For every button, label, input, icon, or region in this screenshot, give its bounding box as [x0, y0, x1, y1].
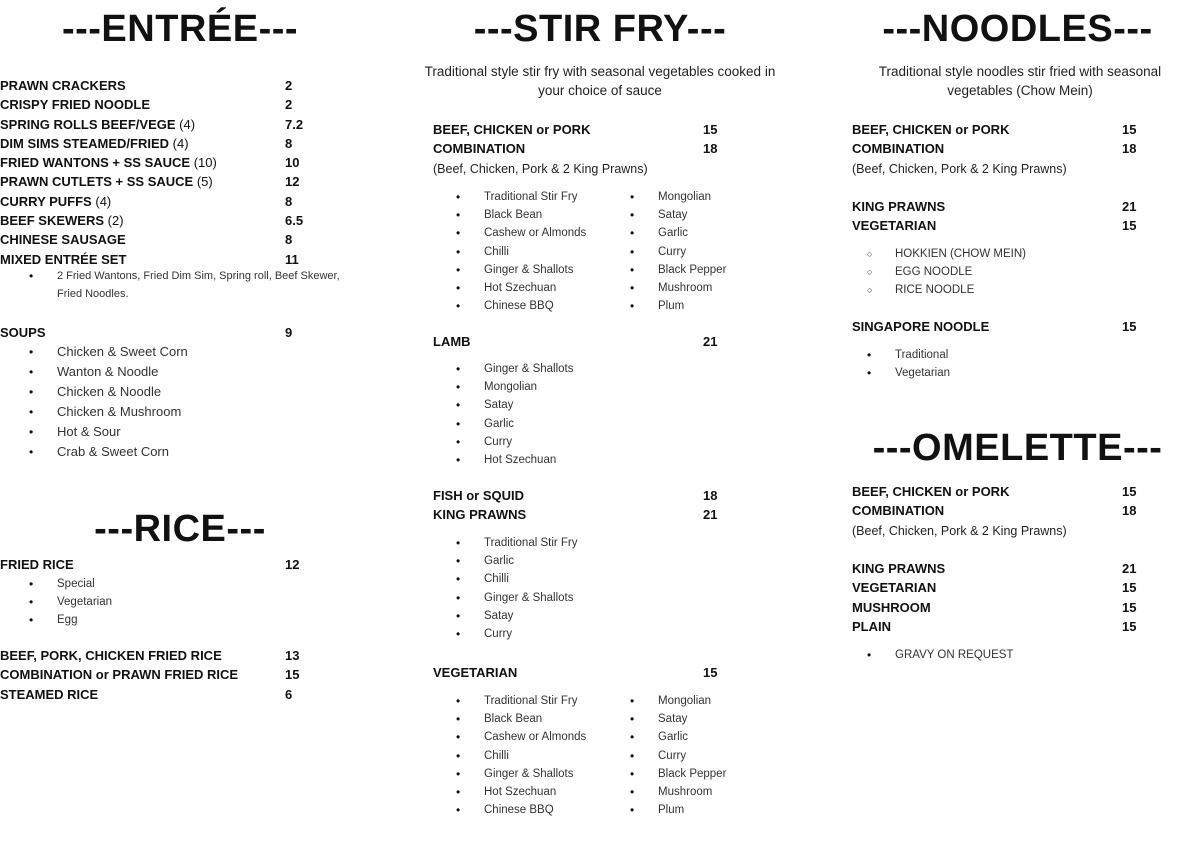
option-item: • Ginger & Shallots: [484, 589, 578, 607]
menu-item-name: MIXED ENTRÉE SET: [0, 251, 127, 267]
stirfry-prawns-options: [484, 534, 578, 643]
option-item: • Garlic: [658, 224, 832, 242]
menu-item-price: 6: [285, 686, 293, 702]
fried-rice-price: 12: [285, 557, 300, 572]
stirfry-combo-price: 18: [703, 141, 718, 156]
noodles-combo-price: 18: [1122, 141, 1137, 156]
omelette-meat-item: [852, 482, 1182, 501]
fish-item: [433, 486, 793, 505]
noodles-meat-name: BEEF, CHICKEN or PORK: [852, 122, 1010, 137]
menu-item: [0, 250, 380, 269]
entree-heading: ---ENTRÉE---: [61, 8, 299, 50]
omelette-meat-name: BEEF, CHICKEN or PORK: [852, 484, 1010, 499]
noodles-veg-price: 15: [1122, 218, 1137, 233]
fried-rice-name: FRIED RICE: [0, 557, 74, 572]
menu-item-count: (4): [172, 135, 189, 151]
option-item: • Black Bean: [484, 206, 658, 224]
noodles-meat-price: 15: [1122, 122, 1137, 137]
entree-item-template-host: [0, 76, 380, 269]
menu-item-name: CHINESE SAUSAGE: [0, 232, 126, 248]
option-item: • Egg: [57, 611, 112, 629]
stirfry-veg-item: [433, 663, 793, 682]
menu-item-price: 2: [285, 97, 293, 113]
option-item: • Satay: [658, 206, 832, 224]
menu-item: [0, 134, 380, 153]
option-item: • Mushroom: [658, 279, 832, 297]
stirfry-combo-name: COMBINATION: [433, 141, 526, 156]
omelette-combo-item: [852, 501, 1182, 520]
menu-item-name: VEGETARIAN: [852, 580, 937, 596]
soups-item: [0, 323, 380, 342]
menu-item-price: 15: [1122, 580, 1137, 596]
stirfry-combo-item: [433, 139, 793, 158]
omelette-combo-price: 18: [1122, 503, 1137, 518]
option-item: • Ginger & Shallots: [484, 765, 658, 783]
entree-list: [0, 76, 380, 269]
option-item: • Chinese BBQ: [484, 801, 658, 819]
menu-item: [852, 598, 1182, 617]
menu-item-name: CRISPY FRIED NOODLE: [0, 97, 151, 113]
menu-item-price: 15: [1122, 599, 1137, 615]
option-item: • Hot Szechuan: [484, 279, 658, 297]
menu-item: [0, 172, 380, 191]
option-item: • Traditional Stir Fry: [484, 534, 578, 552]
option-item: • Satay: [484, 607, 578, 625]
option-item: • Garlic: [484, 552, 578, 570]
option-item: • Special: [57, 575, 112, 593]
menu-item-price: 8: [285, 193, 293, 209]
option-item: • Hot Szechuan: [484, 783, 658, 801]
option-item: • Curry: [658, 747, 832, 765]
option-item: ○ HOKKIEN (CHOW MEIN): [895, 245, 1026, 263]
option-item: ○ EGG NOODLE: [895, 263, 1026, 281]
menu-item-price: 2: [285, 78, 293, 93]
menu-item-name: STEAMED RICE: [0, 686, 99, 702]
option-item: • Chicken & Mushroom: [57, 402, 188, 422]
omelette-heading: ---OMELETTE---: [872, 427, 1163, 469]
menu-item-price: 6.5: [285, 213, 304, 229]
menu-item-price: 15: [285, 667, 300, 683]
menu-item-count: (4): [179, 116, 196, 132]
option-item: • Plum: [658, 297, 832, 315]
option-item: • Curry: [658, 243, 832, 261]
option-item: • Satay: [484, 396, 574, 414]
option-item: • Curry: [484, 433, 574, 451]
soups-name: SOUPS: [0, 325, 46, 340]
menu-item-price: 10: [285, 155, 300, 171]
menu-item: [0, 192, 380, 211]
option-item: • Chinese BBQ: [484, 297, 658, 315]
menu-item-price: 12: [285, 174, 300, 190]
option-item: • Black Pepper: [658, 261, 832, 279]
soups-price: 9: [285, 325, 293, 340]
stirfry-veg-sauces: [484, 692, 832, 819]
stirfry-combo-note: (Beef, Chicken, Pork & 2 King Prawns): [433, 162, 648, 176]
option-item: • Ginger & Shallots: [484, 261, 658, 279]
option-item: • Chilli: [484, 747, 658, 765]
menu-item: [0, 115, 380, 134]
menu-item-name: SPRING ROLLS BEEF/VEGE: [0, 116, 176, 132]
menu-item-name: FRIED WANTONS + SS SAUCE: [0, 155, 191, 171]
option-item: • Hot & Sour: [57, 422, 188, 442]
option-item: • Mushroom: [658, 783, 832, 801]
option-item: • Traditional Stir Fry: [484, 188, 658, 206]
option-item: • Hot Szechuan: [484, 451, 574, 469]
lamb-name: LAMB: [433, 334, 471, 349]
menu-item-price: 8: [285, 232, 293, 248]
omelette-combo-name: COMBINATION: [852, 503, 945, 518]
noodles-veg-name: VEGETARIAN: [852, 218, 937, 233]
lamb-options: [484, 360, 574, 469]
rice-items: [0, 646, 380, 704]
option-item: • Traditional Stir Fry: [484, 692, 658, 710]
menu-item: [0, 153, 380, 172]
singapore-options: [895, 346, 950, 382]
noodles-heading: ---NOODLES---: [882, 8, 1153, 50]
singapore-item: [852, 317, 1182, 336]
stirfry-veg-sauces-right: [658, 692, 832, 819]
mixed-set-note-text: • 2 Fried Wantons, Fried Dim Sim, Spring roll, Beef Skewer, Fried Noodles.: [57, 268, 357, 303]
option-item: • Chicken & Noodle: [57, 382, 188, 402]
menu-item-name: CURRY PUFFS: [0, 193, 92, 209]
omelette-meat-price: 15: [1122, 484, 1137, 499]
menu-item-name: BEEF SKEWERS: [0, 213, 105, 229]
menu-item: [852, 578, 1182, 597]
fish-name: FISH or SQUID: [433, 488, 525, 503]
option-item: • Garlic: [484, 415, 574, 433]
noodles-veg-item: [852, 216, 1182, 235]
soup-options: [57, 342, 188, 462]
menu-item-count: (5): [196, 174, 213, 190]
noodles-meat-item: [852, 120, 1182, 139]
fried-rice-item: [0, 555, 380, 574]
stirfry-meat-name: BEEF, CHICKEN or PORK: [433, 122, 591, 137]
option-item: • Black Pepper: [658, 765, 832, 783]
menu-item: [0, 211, 380, 230]
noodles-prawns-price: 21: [1122, 199, 1137, 214]
gravy-note-text: • GRAVY ON REQUEST: [895, 646, 1013, 664]
option-item: • Curry: [484, 625, 578, 643]
stirfry-heading: ---STIR FRY---: [473, 8, 727, 50]
stirfry-veg-price: 15: [703, 665, 718, 680]
menu-item-name: MUSHROOM: [852, 599, 931, 615]
noodles-combo-item: [852, 139, 1182, 158]
noodles-combo-name: COMBINATION: [852, 141, 945, 156]
menu-item-price: 8: [285, 135, 293, 151]
menu-item-count: (2): [107, 213, 124, 229]
menu-item-price: 15: [1122, 618, 1137, 634]
noodles-combo-note: (Beef, Chicken, Pork & 2 King Prawns): [852, 162, 1067, 176]
menu-item: [852, 559, 1182, 578]
stirfry-prawns-name: KING PRAWNS: [433, 507, 527, 522]
singapore-name: SINGAPORE NOODLE: [852, 319, 990, 334]
menu-item: [0, 685, 380, 704]
mixed-set-note: [57, 268, 357, 303]
option-item: • Ginger & Shallots: [484, 360, 574, 378]
menu-item-name: DIM SIMS STEAMED/FRIED: [0, 135, 170, 151]
stirfry-prawns-item: [433, 505, 793, 524]
menu-item-price: 21: [1122, 561, 1137, 576]
menu-item-count: (4): [95, 193, 112, 209]
option-item: • Mongolian: [658, 188, 832, 206]
menu-item-name: KING PRAWNS: [852, 561, 946, 576]
option-item: • Black Bean: [484, 710, 658, 728]
menu-item: [0, 665, 380, 684]
stirfry-sauces: [484, 188, 832, 315]
menu-item: [0, 230, 380, 249]
stirfry-intro: Traditional style stir fry with seasonal vegetables cooked in your choice of sauce: [424, 64, 776, 98]
option-item: • Mongolian: [484, 378, 574, 396]
menu-item-name: PRAWN CUTLETS + SS SAUCE: [0, 174, 194, 190]
menu-item: [0, 646, 380, 665]
option-item: • Garlic: [658, 728, 832, 746]
lamb-price: 21: [703, 334, 718, 349]
menu-item-price: 13: [285, 648, 300, 663]
option-item: • Traditional: [895, 346, 950, 364]
menu-item: [0, 95, 380, 114]
singapore-price: 15: [1122, 319, 1137, 334]
menu-item-count: (10): [193, 155, 217, 171]
fried-rice-options: [57, 575, 112, 630]
menu-item-price: 11: [285, 251, 299, 267]
noodles-prawns-name: KING PRAWNS: [852, 199, 946, 214]
option-item: • Chilli: [484, 243, 658, 261]
option-item: • Mongolian: [658, 692, 832, 710]
option-item: • Plum: [658, 801, 832, 819]
menu-item-name: PLAIN: [852, 618, 891, 634]
option-item: • Chilli: [484, 570, 578, 588]
noodles-prawns-item: [852, 197, 1182, 216]
option-item: • Cashew or Almonds: [484, 728, 658, 746]
stirfry-sauces-right: [658, 188, 832, 315]
menu-item-name: COMBINATION or PRAWN FRIED RICE: [0, 667, 239, 683]
option-item: • Vegetarian: [895, 364, 950, 382]
option-item: • Wanton & Noodle: [57, 362, 188, 382]
option-item: • Vegetarian: [57, 593, 112, 611]
menu-item-name: BEEF, PORK, CHICKEN FRIED RICE: [0, 648, 222, 663]
option-item: • Satay: [658, 710, 832, 728]
option-item: ○ RICE NOODLE: [895, 281, 1026, 299]
omelette-combo-note: (Beef, Chicken, Pork & 2 King Prawns): [852, 524, 1067, 538]
omelette-items: [852, 559, 1182, 636]
menu-item-price: 7.2: [285, 116, 304, 132]
lamb-item: [433, 332, 793, 351]
option-item: • Cashew or Almonds: [484, 224, 658, 242]
menu-item: [852, 617, 1182, 636]
menu-item: [0, 76, 380, 95]
noodles-intro: Traditional style noodles stir fried with seasonal vegetables (Chow Mein): [878, 64, 1162, 98]
stirfry-meat-price: 15: [703, 122, 718, 137]
rice-heading: ---RICE---: [94, 508, 266, 550]
gravy-note: [895, 646, 1013, 664]
stirfry-veg-name: VEGETARIAN: [433, 665, 518, 680]
option-item: • Crab & Sweet Corn: [57, 442, 188, 462]
menu-item-name: PRAWN CRACKERS: [0, 78, 126, 93]
noodle-types: [895, 245, 1026, 300]
stirfry-meat-item: [433, 120, 793, 139]
stirfry-prawns-price: 21: [703, 507, 718, 522]
option-item: • Chicken & Sweet Corn: [57, 342, 188, 362]
fish-price: 18: [703, 488, 718, 503]
